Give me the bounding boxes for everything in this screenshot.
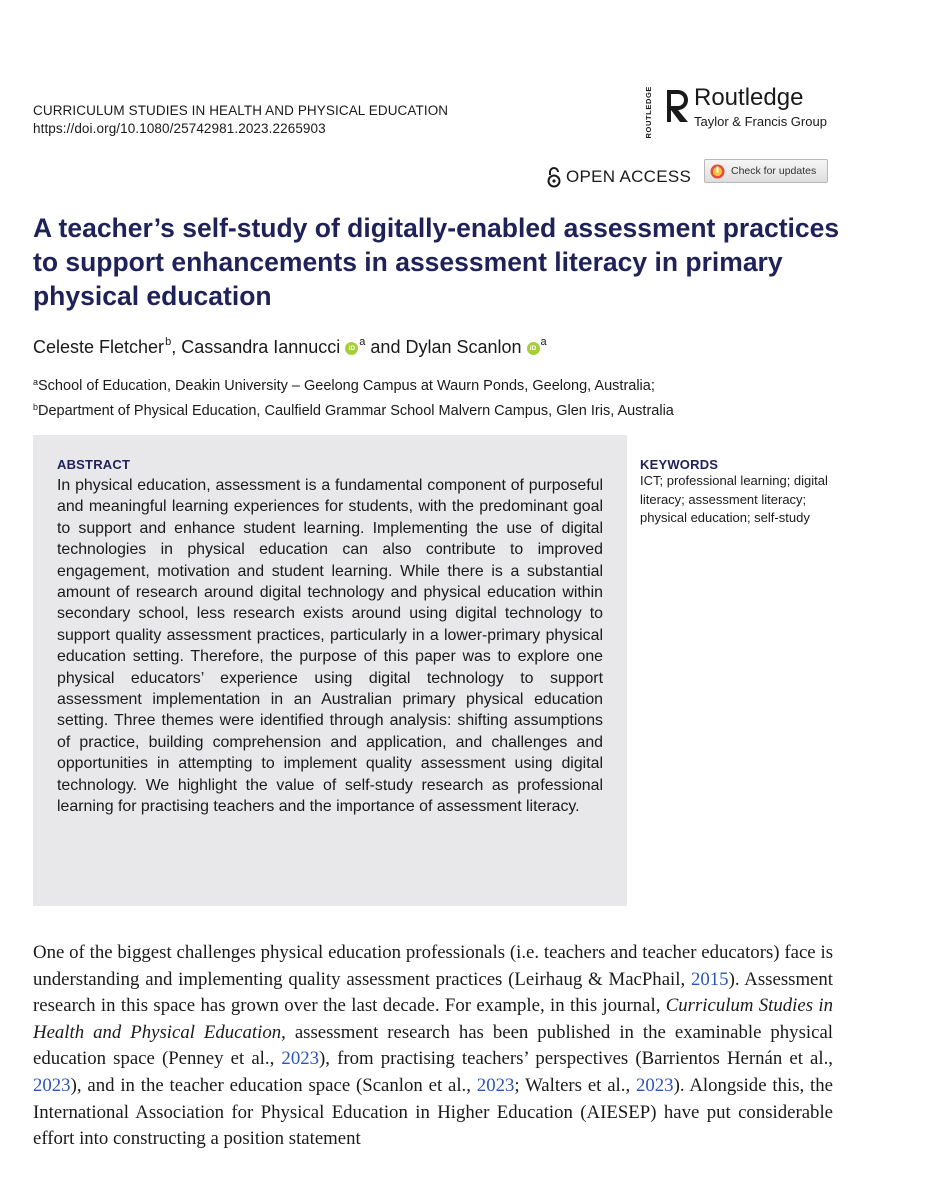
affiliation-item <box>33 372 893 397</box>
abstract-heading: ABSTRACT <box>57 457 131 472</box>
open-access-label: OPEN ACCESS <box>566 167 692 186</box>
keywords-panel <box>640 457 840 528</box>
orcid-icon[interactable]: iD <box>527 342 540 355</box>
author-affiliation-marker: a <box>540 336 547 348</box>
body-text-segment: ). Assessment research in this space has grown over the last decade. For example, in this journal, <box>33 968 833 1017</box>
affiliations <box>33 372 893 422</box>
article-title: A teacher’s self-study of digitally-enabled assessment practices to support enhancements in assessment literacy in primary physical education <box>33 213 840 311</box>
author-affiliation-marker: b <box>165 336 172 348</box>
citation-link[interactable]: 2023 <box>281 1048 319 1070</box>
routledge-logo-icon <box>664 88 690 124</box>
body-text-segment: One of the biggest challenges physical education professionals (i.e. teachers and teacher educators) face is understanding and implementing quality assessment practices (Leirhaug & MacPhail, <box>33 942 833 990</box>
body-text-segment: ; Walters et al., <box>514 1074 636 1096</box>
journal-name: CURRICULUM STUDIES IN HEALTH AND PHYSICAL EDUCATION <box>33 103 449 118</box>
access-row <box>540 158 840 188</box>
citation-link[interactable]: 2023 <box>33 1074 71 1096</box>
keywords-heading: KEYWORDS <box>640 457 719 472</box>
check-for-updates-button[interactable] <box>704 159 828 183</box>
body-text-segment: ), and in the teacher education space (Scanlon et al., <box>70 1074 477 1096</box>
publisher-group: Taylor & Francis Group <box>694 114 827 129</box>
body-text-segment: , assessment research has been published in the examinable physical education space (Penney et al., <box>33 1021 833 1070</box>
body-text-segment: ). Alongside this, the International Association for Physical Education in Higher Education (AIESEP) have put considerable effort into constructing a position statement <box>33 1074 833 1150</box>
check-updates-icon <box>710 164 725 179</box>
affiliation-text: School of Education, Deakin University – Geelong Campus at Waurn Ponds, Geelong, Australia; <box>38 378 655 394</box>
publisher-logo[interactable] <box>644 80 844 140</box>
author-list <box>33 330 813 359</box>
check-updates-label: Check for updates <box>731 165 817 177</box>
author-affiliation-marker: a <box>359 336 366 348</box>
author-separator: and <box>365 337 406 357</box>
body-paragraph <box>33 940 833 1153</box>
author-name[interactable]: Cassandra Iannucci <box>181 337 341 357</box>
publisher-name: Routledge <box>694 84 804 111</box>
open-access-lock-icon <box>546 166 562 188</box>
affiliation-marker: a <box>33 377 39 387</box>
abstract-box <box>33 435 627 906</box>
keywords-text: ICT; professional learning; digital literacy; assessment literacy; physical education; self-study <box>640 473 828 525</box>
affiliation-marker: b <box>33 402 39 412</box>
citation-link[interactable]: 2023 <box>636 1074 674 1096</box>
journal-title-italic: Curriculum Studies in Health and Physical Education <box>33 995 834 1043</box>
orcid-icon[interactable]: iD <box>345 342 358 355</box>
author-name[interactable]: Dylan Scanlon <box>405 337 522 357</box>
affiliation-text: Department of Physical Education, Caulfield Grammar School Malvern Campus, Glen Iris, Australia <box>38 403 674 419</box>
doi-link[interactable]: https://doi.org/10.1080/25742981.2023.2265903 <box>33 121 326 136</box>
citation-link[interactable]: 2023 <box>476 1074 515 1096</box>
journal-header <box>33 102 448 138</box>
publisher-logo-vertical-text: ROUTLEDGE <box>644 86 653 139</box>
citation-link[interactable]: 2015 <box>691 968 729 990</box>
author-name[interactable]: Celeste Fletcher <box>33 337 165 357</box>
abstract-text: In physical education, assessment is a fundamental component of purposeful and meaningful learning experiences for students, with the predominant goal to support and enhance student learning. Implementing the use of digital technologies in physical education can also contribute to improved engagement, motivation and student learning. While there is a substantial amount of research around digital technology and physical education within secondary school, less research exists around using digital technology to support quality assessment practices, particularly in a lower-primary physical education setting. Therefore, the purpose of this paper was to explore one physical educators’ experience using digital technology to support assessment implementation in an Australian primary physical education setting. Three themes were identified through analysis: shifting assumptions of practice, building comprehension and application, and challenges and opportunities in attempting to implement quality assessment using digital technology. We highlight the value of self-study research as professional learning for practising teachers and the importance of assessment literacy. <box>57 477 603 816</box>
affiliation-item <box>33 397 893 422</box>
body-text-segment: ), from practising teachers’ perspectives (Barrientos Hernán et al., <box>318 1048 834 1070</box>
author-separator: , <box>171 337 182 357</box>
